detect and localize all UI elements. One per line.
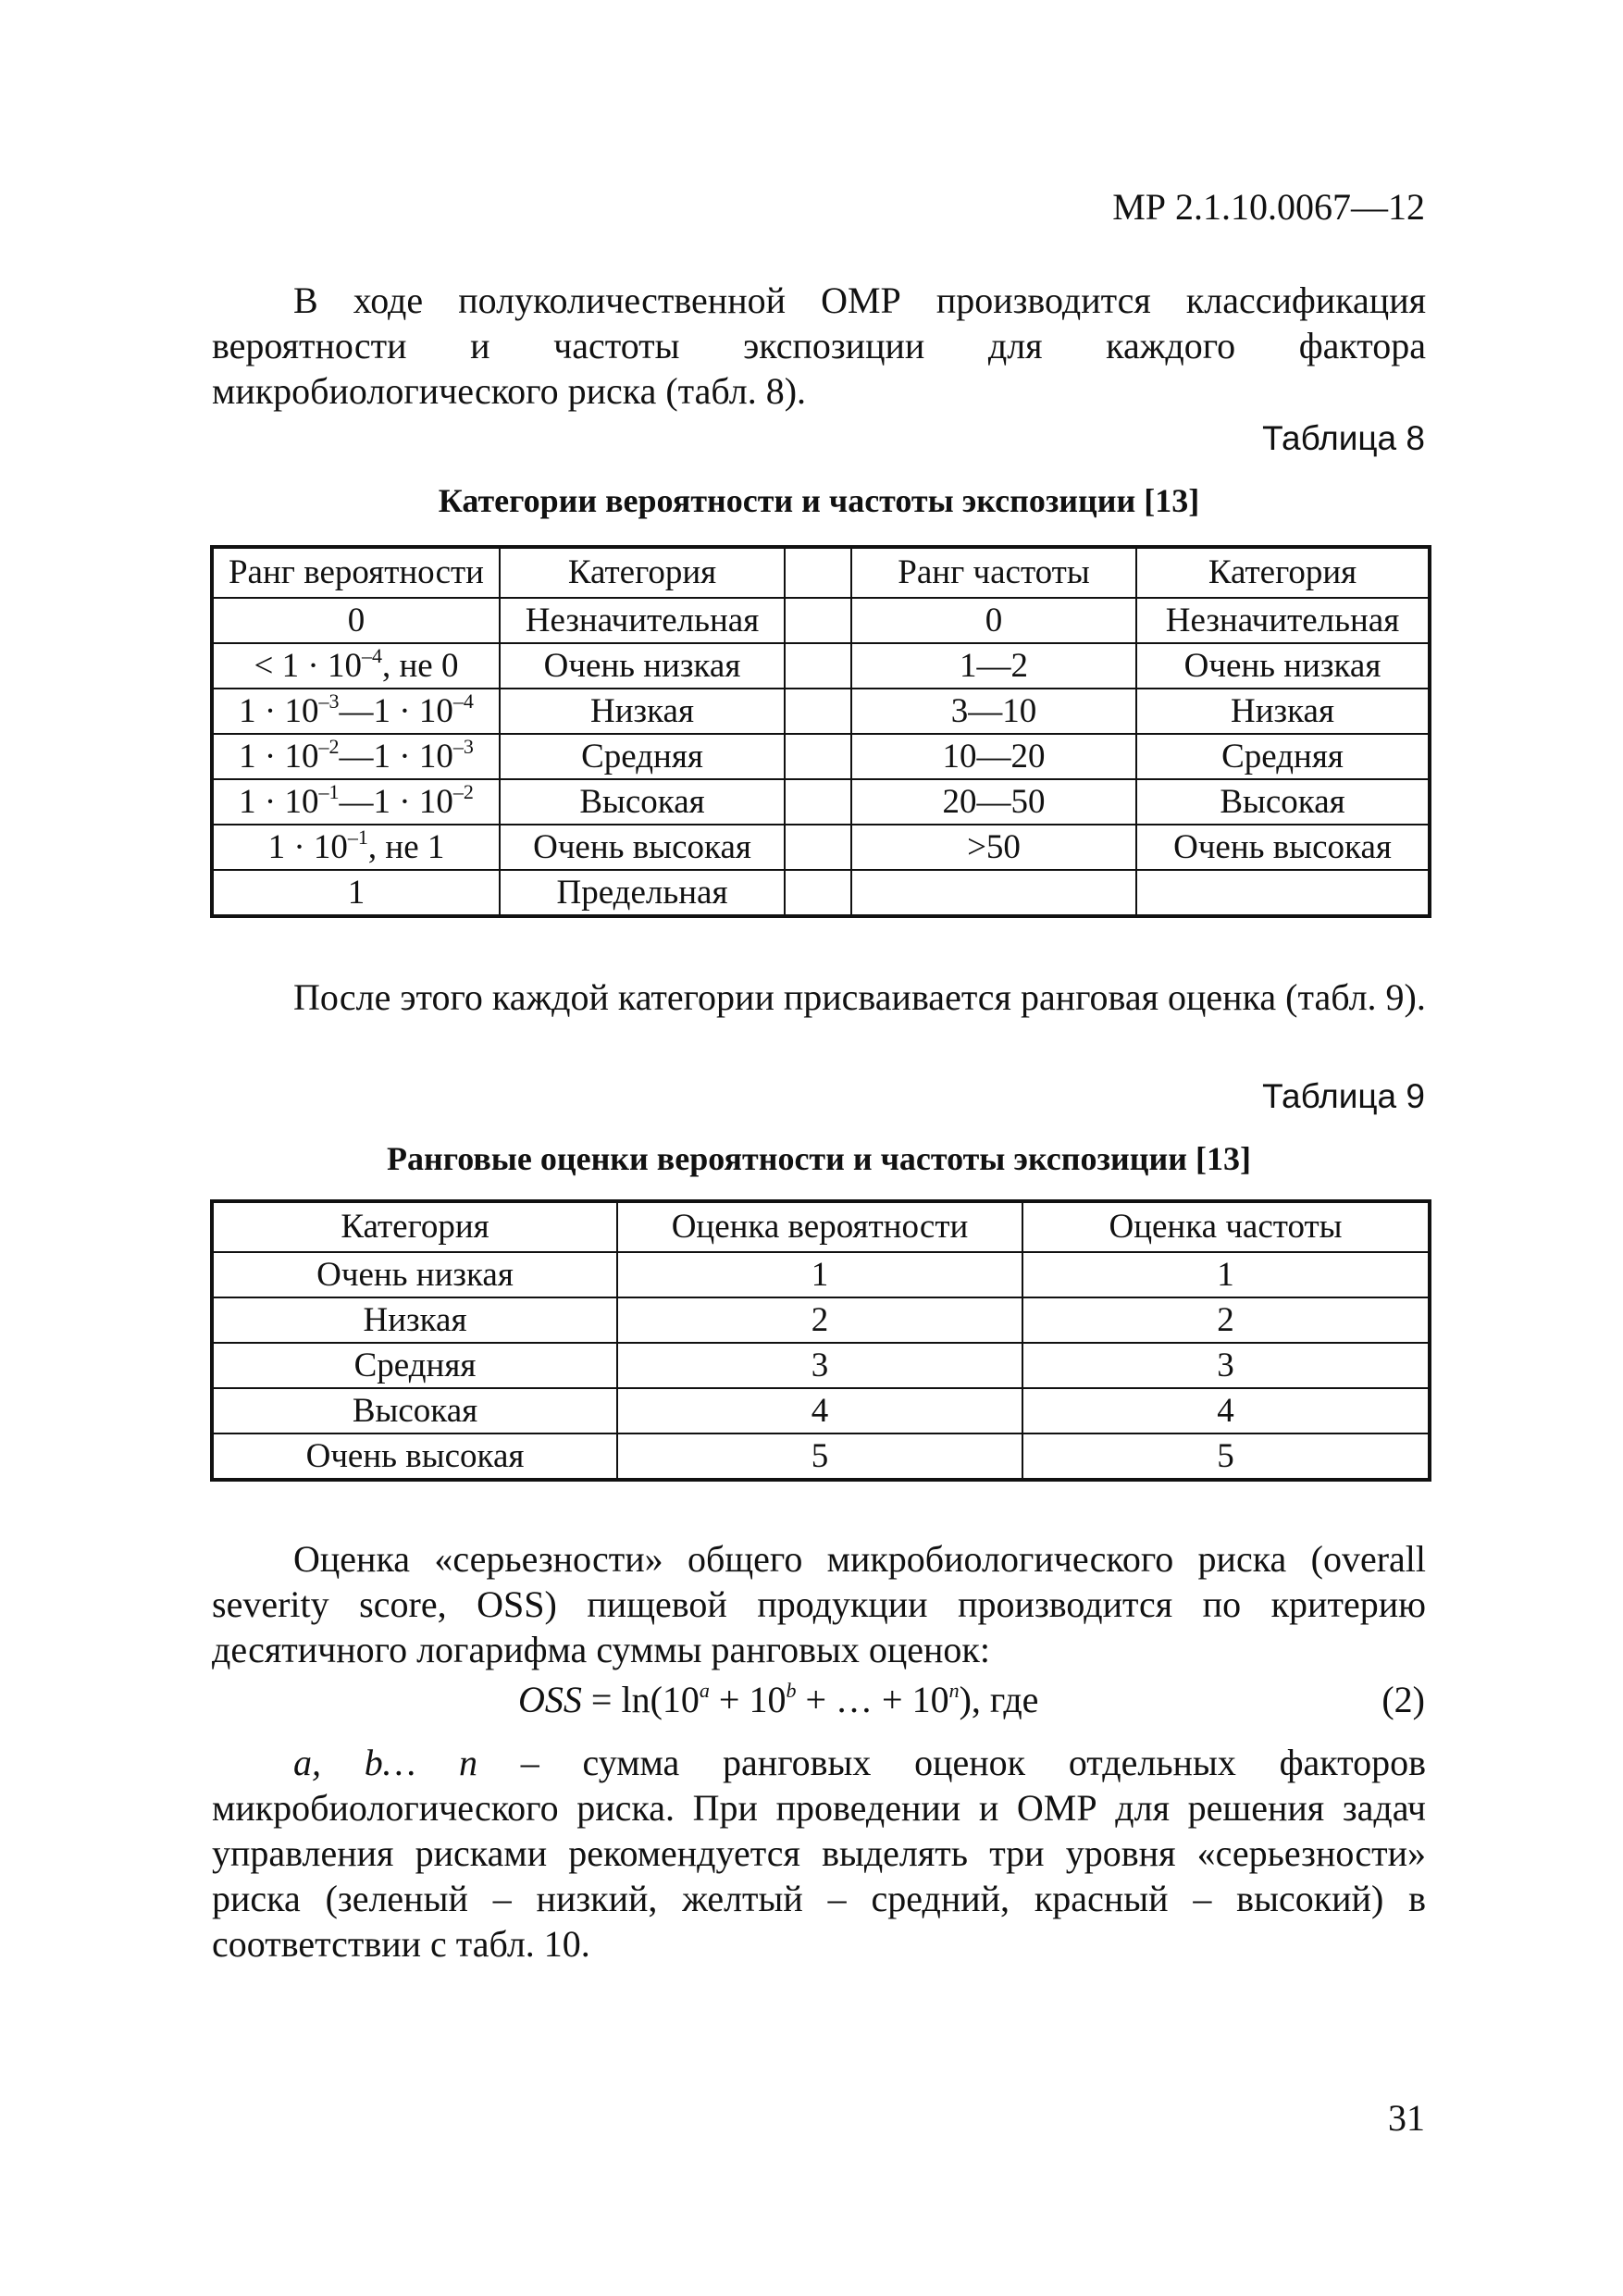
table9-row [212, 1343, 1430, 1388]
table8-category-cell: Высокая [500, 779, 785, 825]
table8-category-cell: Очень низкая [1136, 643, 1430, 689]
table8-row [212, 643, 1430, 689]
table9-cell: 4 [1022, 1388, 1430, 1433]
table8-row [212, 870, 1430, 916]
table9-label: Таблица 9 [1262, 1077, 1425, 1115]
table8-prob-cell: 0 [212, 598, 500, 643]
table9-cell: Средняя [212, 1343, 617, 1388]
table8-header-cell: Категория [1136, 547, 1430, 598]
table8-spacer-cell [785, 643, 851, 689]
table8-header-cell: Ранг частоты [851, 547, 1136, 598]
table9-row [212, 1388, 1430, 1433]
table8 [210, 545, 1431, 918]
table8-freq-cell [851, 870, 1136, 916]
oss-formula [518, 1678, 1038, 1721]
table9-cell: 5 [617, 1433, 1022, 1480]
table8-header-cell: Ранг вероятности [212, 547, 500, 598]
table8-header-cell [785, 547, 851, 598]
table8-spacer-cell [785, 825, 851, 870]
table8-spacer-cell [785, 689, 851, 734]
table8-header-row [212, 547, 1430, 598]
table8-row [212, 689, 1430, 734]
formula-part: + 10 [709, 1679, 787, 1720]
table8-freq-cell: 20—50 [851, 779, 1136, 825]
oss-paragraph: Оценка «серьезности» общего микробиологического риска (overall severity score, OSS) пищевой продукции производится по критерию десятичного логарифма суммы ранговых оценок: [212, 1538, 1426, 1670]
table8-category-cell: Высокая [1136, 779, 1430, 825]
table8-freq-cell: 1—2 [851, 643, 1136, 689]
table9-cell: Низкая [212, 1297, 617, 1343]
table9-cell: 4 [617, 1388, 1022, 1433]
table9-cell: 3 [617, 1343, 1022, 1388]
formula-exp-b: b [786, 1678, 797, 1702]
intro-paragraph: В ходе полуколичественной ОМР производится классификация вероятности и частоты экспозиции для каждого фактора микробиологического риска (табл. 8). [212, 279, 1426, 412]
table8-row [212, 779, 1430, 825]
table8-freq-cell: 0 [851, 598, 1136, 643]
table8-prob-cell: $1 \cdot 10^{-1}—1 \cdot 10^{-2}$ [212, 779, 500, 825]
page-number: 31 [1388, 2097, 1425, 2139]
table8-category-cell: Средняя [500, 734, 785, 779]
formula-part: = ln(10 [581, 1679, 700, 1720]
table8-category-cell: Незначительная [500, 598, 785, 643]
table9-row [212, 1252, 1430, 1297]
table8-prob-cell: $1 \cdot 10^{-1}$, не 1 [212, 825, 500, 870]
table9-cell: 3 [1022, 1343, 1430, 1388]
table8-label: Таблица 8 [1262, 419, 1425, 457]
table8-category-cell: Средняя [1136, 734, 1430, 779]
table9-cell: 2 [617, 1297, 1022, 1343]
table8-prob-cell: $1 \cdot 10^{-3}—1 \cdot 10^{-4}$ [212, 689, 500, 734]
table8-spacer-cell [785, 779, 851, 825]
table8-freq-cell: >50 [851, 825, 1136, 870]
table8-category-cell: Очень высокая [1136, 825, 1430, 870]
table8-prob-cell: $1 \cdot 10^{-2}—1 \cdot 10^{-3}$ [212, 734, 500, 779]
table8-category-cell: Низкая [1136, 689, 1430, 734]
document-code: МР 2.1.10.0067—12 [1112, 186, 1425, 228]
table9-header-cell: Оценка вероятности [617, 1201, 1022, 1252]
table9-header-cell: Оценка частоты [1022, 1201, 1430, 1252]
table8-category-cell: Низкая [500, 689, 785, 734]
table8-row [212, 598, 1430, 643]
table9-row [212, 1433, 1430, 1480]
table8-row [212, 825, 1430, 870]
table8-freq-cell: 10—20 [851, 734, 1136, 779]
formula-part: ), где [959, 1679, 1039, 1720]
table9-cell: 1 [617, 1252, 1022, 1297]
table8-spacer-cell [785, 870, 851, 916]
formula-number: (2) [1381, 1679, 1425, 1720]
formula-part: + … + 10 [796, 1679, 949, 1720]
table8-header-cell: Категория [500, 547, 785, 598]
table9-cell: Очень высокая [212, 1433, 617, 1480]
formula-variables: a, b… n [293, 1742, 478, 1783]
table9-caption: Ранговые оценки вероятности и частоты экспозиции [13] [387, 1140, 1251, 1177]
table9-cell: 1 [1022, 1252, 1430, 1297]
table8-category-cell [1136, 870, 1430, 916]
table9-cell: Очень низкая [212, 1252, 617, 1297]
table9-cell: 2 [1022, 1297, 1430, 1343]
table8-spacer-cell [785, 734, 851, 779]
explanation-paragraph [212, 1740, 1426, 1967]
table8-prob-cell: 1 [212, 870, 500, 916]
table8-category-cell: Предельная [500, 870, 785, 916]
explanation-text: – сумма ранговых оценок отдельных факторов микробиологического риска. При проведении и ОМР для решения задач управления рисками рекомендуется выделять три уровня «серьезности» риска (зеленый – низкий, желтый – средний, красный – высокий) в соответствии с табл. 10. [212, 1742, 1426, 1965]
table8-category-cell: Очень высокая [500, 825, 785, 870]
after-table8-paragraph: После этого каждой категории присваивается ранговая оценка (табл. 9). [293, 976, 1426, 1018]
table9-cell: Высокая [212, 1388, 617, 1433]
table8-freq-cell: 3—10 [851, 689, 1136, 734]
table9-cell: 5 [1022, 1433, 1430, 1480]
table8-caption: Категории вероятности и частоты экспозиции [13] [438, 482, 1200, 519]
table8-prob-cell: < $1 \cdot 10^{-4}$, не 0 [212, 643, 500, 689]
table8-category-cell: Очень низкая [500, 643, 785, 689]
table8-row [212, 734, 1430, 779]
table9 [210, 1199, 1431, 1482]
formula-lhs: OSS [518, 1679, 582, 1720]
table8-category-cell: Незначительная [1136, 598, 1430, 643]
table8-spacer-cell [785, 598, 851, 643]
table9-row [212, 1297, 1430, 1343]
table9-header-row [212, 1201, 1430, 1252]
formula-exp-n: n [948, 1678, 960, 1702]
table9-header-cell: Категория [212, 1201, 617, 1252]
formula-exp-a: a [699, 1678, 710, 1702]
